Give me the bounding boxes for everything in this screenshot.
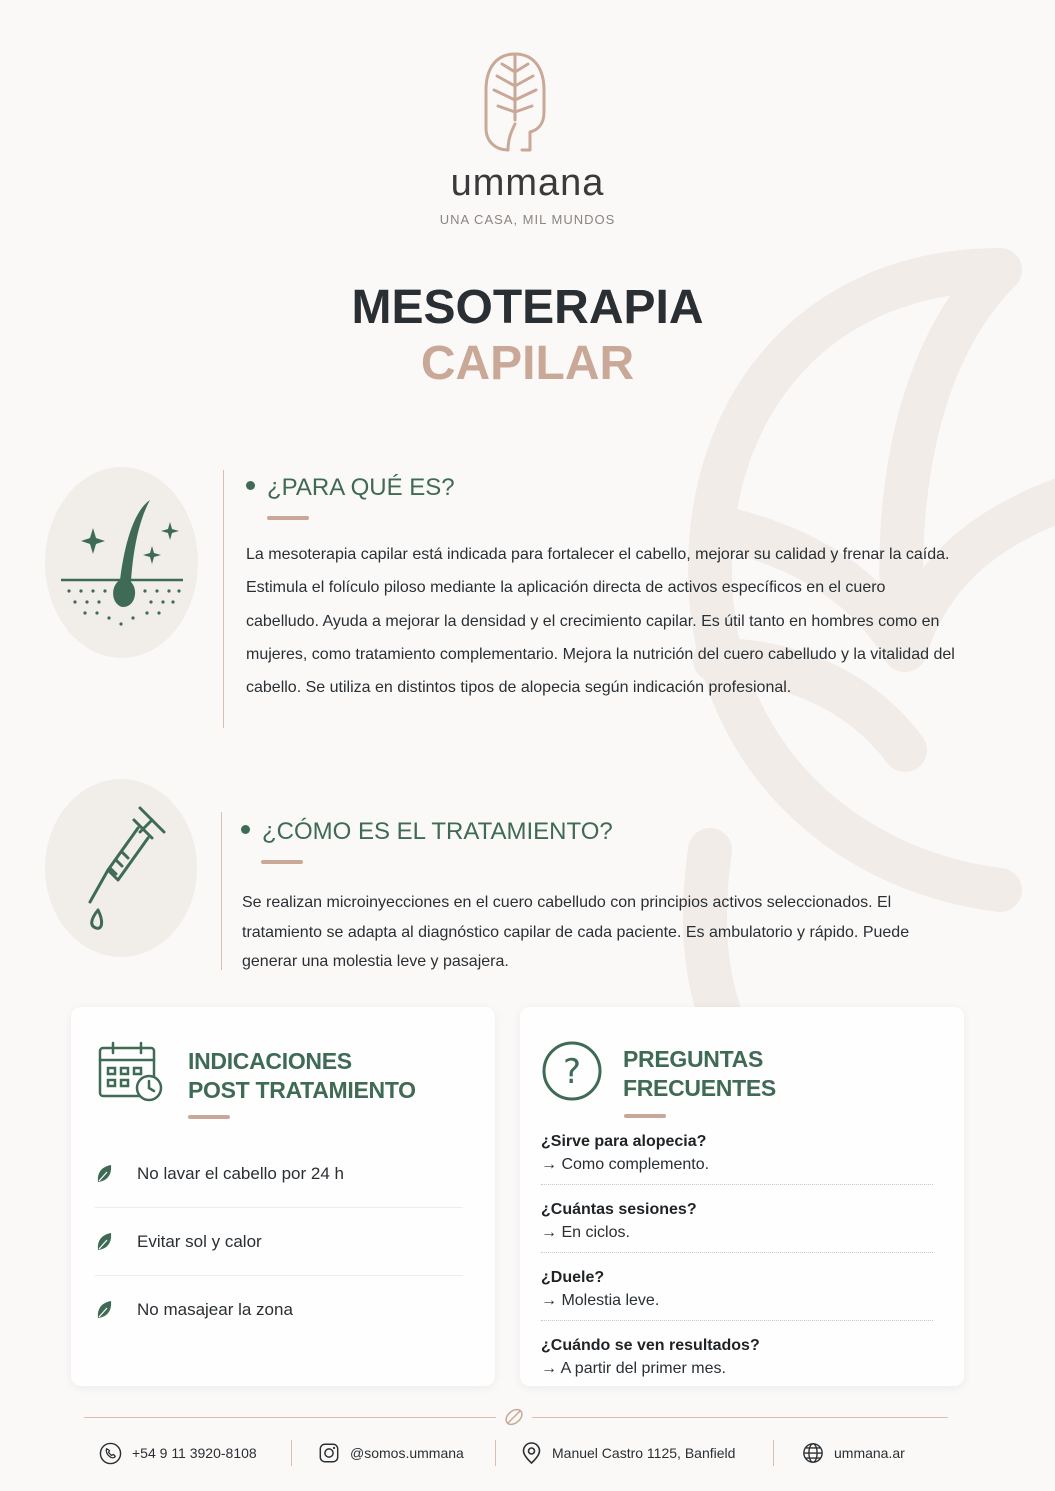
- heading-bullet: [241, 825, 250, 834]
- page-title-line-2: CAPILAR: [420, 337, 635, 390]
- question-icon: [541, 1040, 603, 1102]
- faq-question: ¿Duele?: [541, 1269, 605, 1286]
- section-what-heading-text: ¿PARA QUÉ ES?: [267, 474, 455, 501]
- section-what-accent: [267, 516, 309, 520]
- page-title-line-1: MESOTERAPIA: [351, 281, 704, 334]
- post-care-item-text: No masajear la zona: [137, 1300, 293, 1319]
- footer-phone[interactable]: [99, 1441, 257, 1465]
- post-care-item-text: Evitar sol y calor: [137, 1231, 262, 1251]
- footer-phone-text: +54 9 11 3920-8108: [132, 1445, 257, 1461]
- section-how-heading: [241, 818, 613, 846]
- faq-item: [541, 1131, 933, 1185]
- syringe-icon: [78, 800, 173, 935]
- leaf-divider-icon: [503, 1407, 525, 1427]
- post-care-title: [188, 1047, 416, 1105]
- location-pin-icon: [521, 1441, 542, 1465]
- post-care-accent: [188, 1115, 230, 1119]
- footer-divider-right: [532, 1417, 948, 1418]
- footer-address-text: Manuel Castro 1125, Banfield: [552, 1445, 736, 1461]
- footer-instagram-text: @somos.ummana: [350, 1445, 464, 1461]
- post-care-title-line-2: POST TRATAMIENTO: [188, 1077, 416, 1103]
- faq-list: [541, 1131, 933, 1402]
- footer-separator: [291, 1440, 292, 1466]
- footer-address[interactable]: [521, 1441, 735, 1465]
- footer-website[interactable]: [802, 1441, 905, 1465]
- globe-icon: [802, 1442, 824, 1464]
- faq-answer: → Como complemento.: [541, 1156, 710, 1173]
- list-item: [95, 1140, 463, 1208]
- instagram-icon: [318, 1442, 340, 1464]
- faq-accent: [624, 1114, 666, 1118]
- post-care-card: [71, 1007, 495, 1386]
- footer-separator: [773, 1440, 774, 1466]
- brand-tagline: UNA CASA, MIL MUNDOS: [439, 212, 616, 227]
- leaf-icon: [95, 1299, 115, 1321]
- post-care-title-line-1: INDICACIONES: [188, 1048, 352, 1074]
- section-how-accent: [261, 860, 303, 864]
- faq-item: [541, 1199, 933, 1253]
- leaf-face-logo-icon: [480, 50, 550, 160]
- brand-name: ummana: [450, 162, 605, 204]
- phone-icon: [99, 1442, 122, 1465]
- faq-answer: → Molestia leve.: [541, 1292, 660, 1309]
- list-item: [95, 1276, 463, 1344]
- heading-bullet: [246, 481, 255, 490]
- leaf-icon: [95, 1163, 115, 1185]
- hair-follicle-icon: [55, 490, 190, 635]
- section-what-divider: [223, 470, 224, 728]
- section-how-heading-text: ¿CÓMO ES EL TRATAMIENTO?: [262, 818, 613, 845]
- faq-item: [541, 1335, 933, 1388]
- faq-answer: → A partir del primer mes.: [541, 1360, 726, 1377]
- faq-question: ¿Sirve para alopecia?: [541, 1133, 707, 1150]
- faq-question: ¿Cuándo se ven resultados?: [541, 1337, 760, 1354]
- faq-answer: → En ciclos.: [541, 1224, 630, 1241]
- footer-divider-left: [84, 1417, 496, 1418]
- footer-separator: [495, 1440, 496, 1466]
- faq-question: ¿Cuántas sesiones?: [541, 1201, 697, 1218]
- post-care-item-text: No lavar el cabello por 24 h: [137, 1163, 344, 1183]
- leaf-icon: [95, 1231, 115, 1253]
- section-what-body: La mesoterapia capilar está indicada para fortalecer el cabello, mejorar su calidad y frenar la caída. Estimula el folículo piloso mediante la aplicación directa de activos específicos en el cuero cabelludo. Ayuda a mejorar la densidad y el crecimiento capilar. Es útil tanto en hombres como en mujeres, como tratamiento complementario. Mejora la nutrición del cuero cabelludo y la vitalidad del cabello. Se utiliza en distintos tipos de alopecia según indicación profesional.: [246, 546, 955, 697]
- section-how-body: Se realizan microinyecciones en el cuero cabelludo con principios activos seleccionados. El tratamiento se adapta al diagnóstico capilar de cada paciente. Es ambulatorio y rápido. Puede generar una molestia leve y pasajera.: [242, 894, 910, 971]
- calendar-clock-icon: [97, 1040, 167, 1104]
- faq-card: [520, 1007, 964, 1386]
- svg-text:?: ?: [562, 1052, 582, 1092]
- faq-title-line-2: FRECUENTES: [623, 1075, 776, 1101]
- section-what-heading: [246, 474, 455, 502]
- list-item: [95, 1208, 463, 1276]
- faq-title-line-1: PREGUNTAS: [623, 1046, 763, 1072]
- footer-instagram[interactable]: [318, 1441, 464, 1465]
- footer-website-text: ummana.ar: [834, 1445, 905, 1461]
- section-how-divider: [221, 812, 222, 970]
- post-care-list: [95, 1140, 463, 1344]
- faq-item: [541, 1267, 933, 1321]
- faq-title: [623, 1045, 776, 1103]
